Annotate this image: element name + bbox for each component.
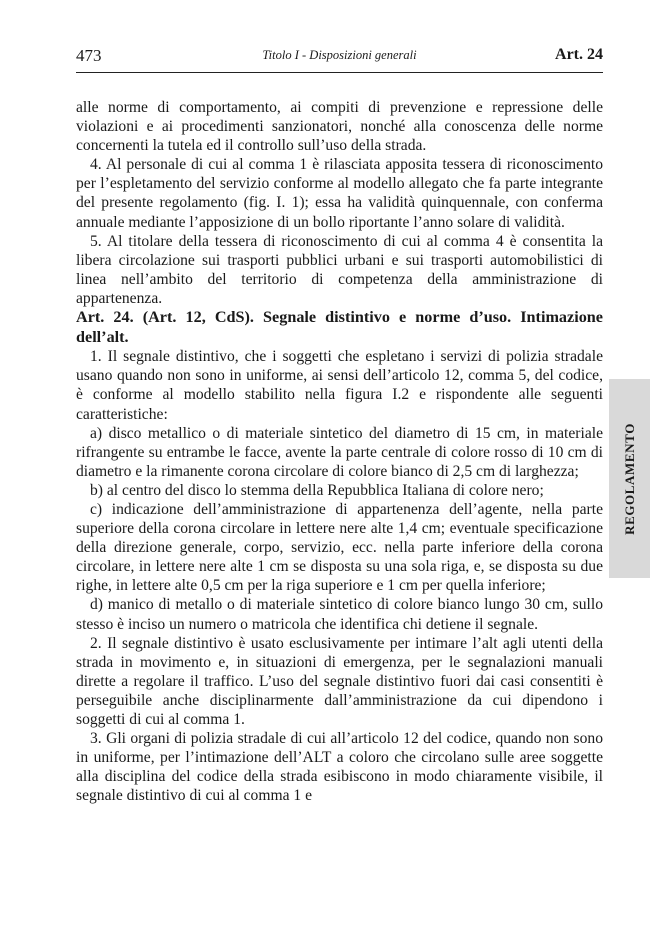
paragraph: 2. Il segnale distintivo è usato esclusivamente per intimare l’alt agli utenti della strada in movimento e, in situazioni di emergenza, per le segnalazioni manuali dirette a regolare il traffico. L’uso del segnale distintivo fuori dai casi consentiti è perseguibile anche disciplinarmente dall’amministrazione da cui dipendono i soggetti di cui al comma 1. (76, 634, 603, 728)
paragraph: 1. Il segnale distintivo, che i soggetti che espletano i servizi di polizia stradale usano quando non sono in uniforme, ai sensi dell’articolo 12, comma 5, del codice, è conforme al modello stabilito nella figura I.2 e rispondente alle seguenti caratteristiche: (76, 348, 603, 423)
article-heading: Art. 24. (Art. 12, CdS). Segnale distintivo e norme d’uso. Intimazione dell’alt. (76, 308, 603, 346)
list-item: a) disco metallico o di materiale sintetico del diametro di 15 cm, in materiale rifrangente su entrambe le facce, avente la parte centrale di colore rosso di 10 cm di diametro e la rimanente corona circolare di colore bianco di 2,5 cm di larghezza; (76, 424, 603, 480)
section-tab-label: REGOLAMENTO (621, 422, 637, 535)
paragraph: alle norme di comportamento, ai compiti di prevenzione e repressione delle violazioni e ai procedimenti sanzionatori, nonché alla conoscenza delle norme concernenti la tutela ed il controllo sull’uso della strada. (76, 99, 603, 155)
page-number: 473 (76, 46, 102, 65)
paragraph: 3. Gli organi di polizia stradale di cui all’articolo 12 del codice, quando non sono in uniforme, per l’intimazione dell’ALT a coloro che circolano sulle aree soggette alla disciplina del codice della strada esibiscono in modo chiaramente visibile, il segnale distintivo di cui al comma 1 e (76, 730, 603, 805)
paragraph: 4. Al personale di cui al comma 1 è rilasciata apposita tessera di riconoscimento per l’espletamento del servizio conforme al modello allegato che fa parte integrante del presente regolamento (fig. I. 1); essa ha validità quinquennale, con conferma annuale mediante l’apposizione di un bollo riportante l’anno solare di validità. (76, 156, 603, 231)
paragraph: 5. Al titolare della tessera di riconoscimento di cui al comma 4 è consentita la libera circolazione sui trasporti pubblici urbani e sui trasporti automobilistici di linea nell’ambito del territorio di competenza della amministrazione di appartenenza. (76, 232, 603, 307)
list-item: c) indicazione dell’amministrazione di appartenenza dell’agente, nella parte superiore della corona circolare in lettere nere alte 1,4 cm; eventuale specificazione della direzione generale, corpo, servizio, ecc. nella parte inferiore della corona circolare, in lettere nere alte 1 cm se disposta su una sola riga, e, se disposta su due righe, in lettere alte 0,5 cm per la riga superiore e 1 cm per quella inferiore; (76, 500, 603, 595)
article-label: Art. 24 (555, 46, 603, 63)
list-item: b) al centro del disco lo stemma della Repubblica Italiana di colore nero; (90, 481, 544, 499)
section-tab (609, 379, 650, 578)
page-body (76, 98, 603, 805)
page-header (76, 46, 603, 68)
list-item: d) manico di metallo o di materiale sintetico di colore bianco lungo 30 cm, sullo stesso è inciso un numero o matricola che identifica chi detiene il segnale. (76, 596, 603, 633)
header-rule (76, 72, 603, 73)
running-title: Titolo I - Disposizioni generali (262, 48, 417, 62)
